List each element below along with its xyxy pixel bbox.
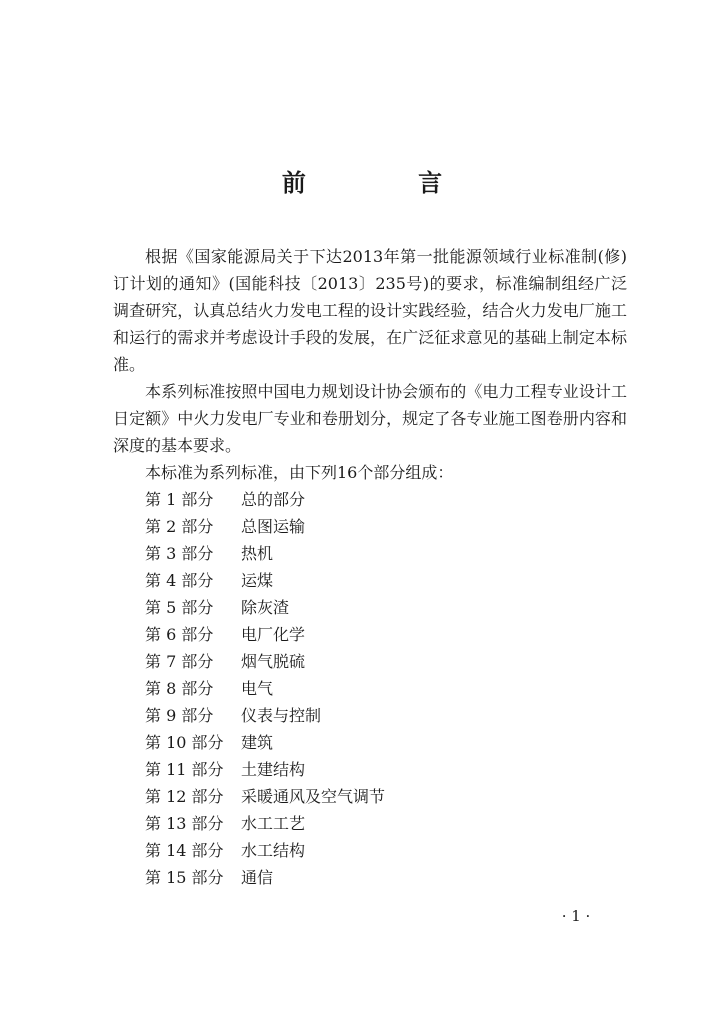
part-number: 第 1 部分 [145, 490, 214, 509]
list-item [145, 540, 627, 567]
list-item [145, 594, 627, 621]
list-item [145, 621, 627, 648]
part-name: 电气 [241, 679, 274, 698]
list-item [145, 567, 627, 594]
part-number: 第 15 部分 [145, 868, 224, 887]
part-number: 第 10 部分 [145, 733, 224, 752]
part-name: 水工工艺 [241, 814, 306, 833]
part-name: 除灰渣 [241, 598, 290, 617]
part-name: 水工结构 [241, 841, 306, 860]
part-number: 第 11 部分 [145, 760, 224, 779]
list-item [145, 702, 627, 729]
part-number: 第 2 部分 [145, 517, 214, 536]
part-number: 第 7 部分 [145, 652, 214, 671]
part-name: 热机 [241, 544, 274, 563]
part-name: 烟气脱硫 [241, 652, 306, 671]
paragraph-basis: 根据《国家能源局关于下达2013年第一批能源领域行业标准制(修)订计划的通知》(国能科技〔2013〕235号)的要求，标准编制组经广泛调查研究，认真总结火力发电工程的设计实践经验，结合火力发电厂施工和运行的需求并考虑设计手段的发展，在广泛征求意见的基础上制定本标准。 [113, 247, 627, 374]
list-item [145, 783, 627, 810]
part-number: 第 14 部分 [145, 841, 224, 860]
list-item [145, 486, 627, 513]
part-list [113, 486, 627, 891]
list-item [145, 810, 627, 837]
list-item [145, 756, 627, 783]
part-name: 通信 [241, 868, 274, 887]
part-name: 仪表与控制 [241, 706, 322, 725]
part-name: 总的部分 [241, 490, 306, 509]
part-name: 总图运输 [241, 517, 306, 536]
part-number: 第 12 部分 [145, 787, 224, 806]
list-item [145, 729, 627, 756]
part-number: 第 4 部分 [145, 571, 214, 590]
part-name: 采暖通风及空气调节 [241, 787, 386, 806]
list-item [145, 648, 627, 675]
paragraph-series: 本系列标准按照中国电力规划设计协会颁布的《电力工程专业设计工日定额》中火力发电厂专业和卷册划分，规定了各专业施工图卷册内容和深度的基本要求。 [113, 382, 627, 455]
page-number: · 1 · [561, 907, 591, 925]
part-name: 电厂化学 [241, 625, 306, 644]
list-item [145, 864, 627, 891]
part-number: 第 3 部分 [145, 544, 214, 563]
part-number: 第 8 部分 [145, 679, 214, 698]
page-title: 前 言 [281, 169, 495, 197]
list-item [145, 513, 627, 540]
part-number: 第 5 部分 [145, 598, 214, 617]
part-name: 建筑 [241, 733, 274, 752]
part-number: 第 13 部分 [145, 814, 224, 833]
body-text [113, 243, 627, 891]
part-number: 第 9 部分 [145, 706, 214, 725]
part-name: 运煤 [241, 571, 274, 590]
part-number: 第 6 部分 [145, 625, 214, 644]
part-name: 土建结构 [241, 760, 306, 779]
paragraph-composition: 本标准为系列标准，由下列16个部分组成： [145, 463, 454, 482]
list-item [145, 837, 627, 864]
list-item [145, 675, 627, 702]
